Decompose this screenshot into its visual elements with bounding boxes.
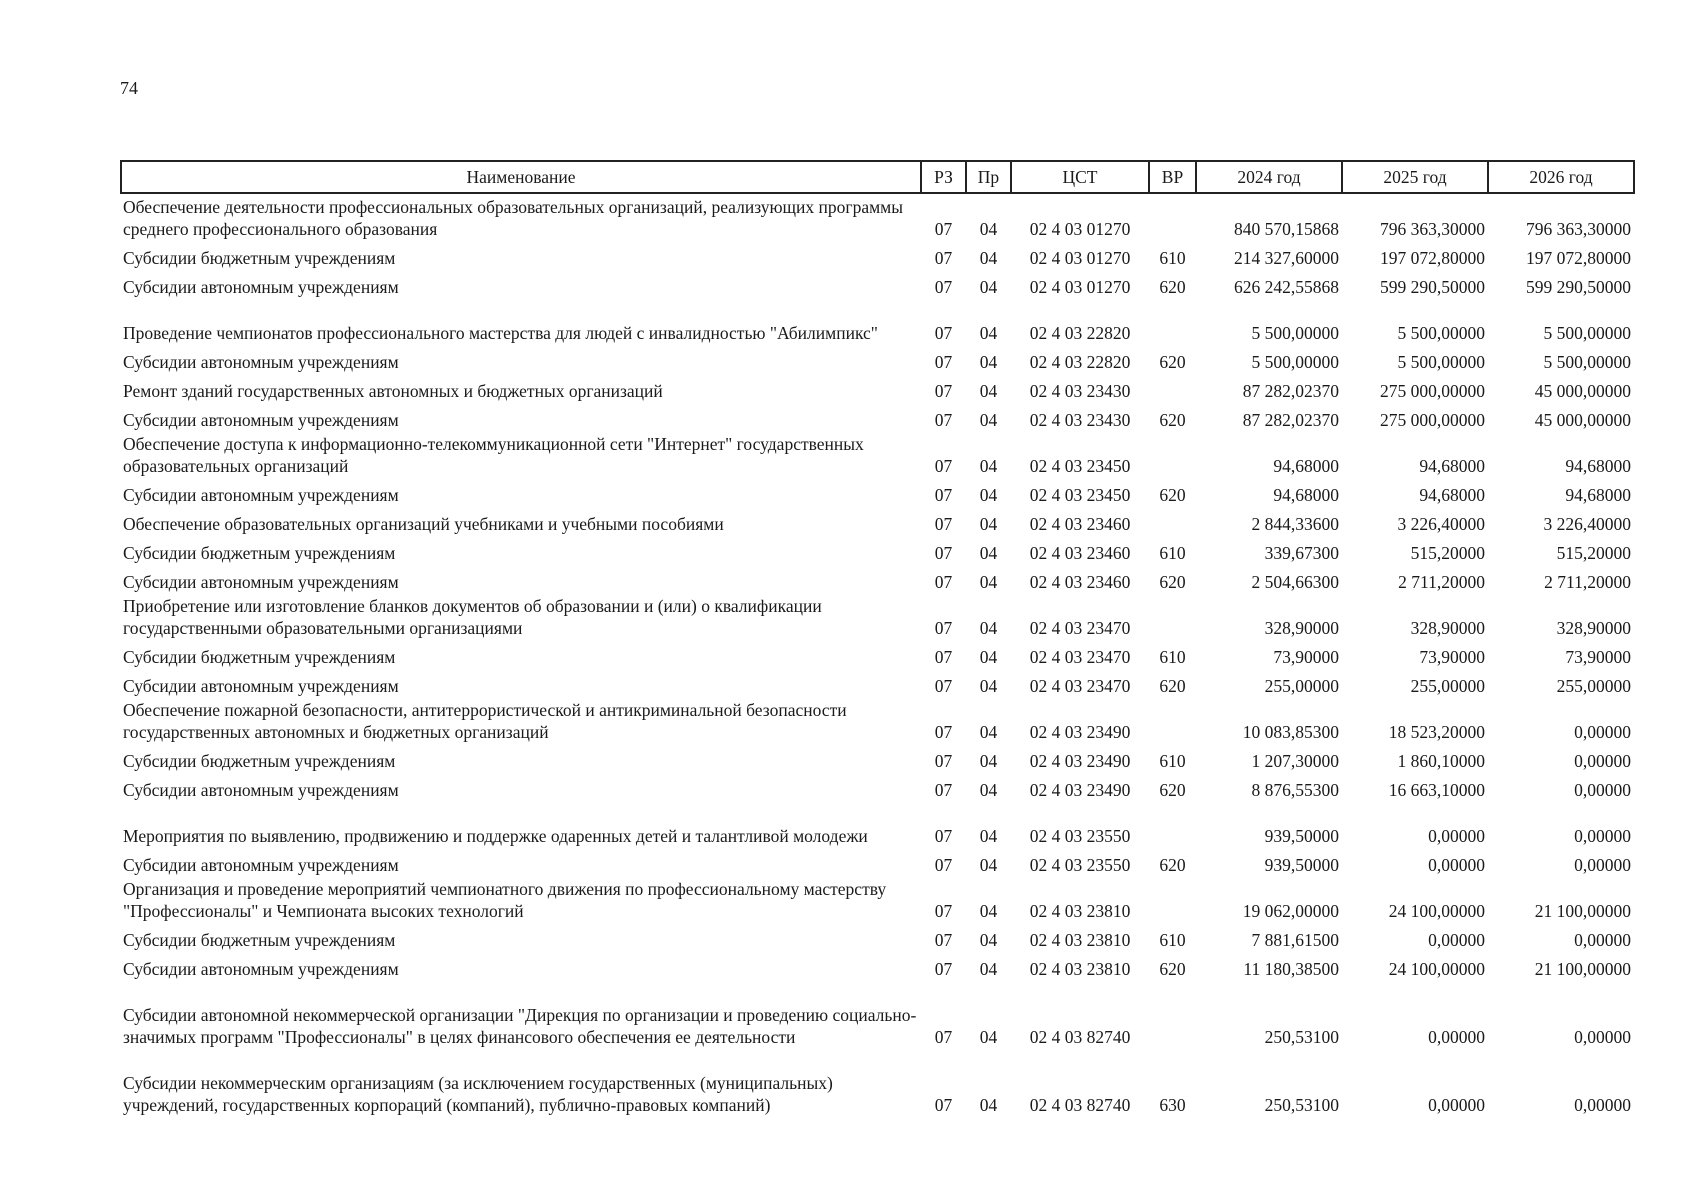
table-row <box>121 269 1634 298</box>
table-cell-2026: 0,00000 <box>1574 751 1631 771</box>
table-cell-rz: 07 <box>934 826 953 846</box>
table-cell-2026: 0,00000 <box>1574 1095 1631 1115</box>
table-cell-pr: 04 <box>979 751 998 771</box>
table-cell-2024: 214 327,60000 <box>1234 248 1339 268</box>
budget-table <box>120 160 1635 1116</box>
table-cell-rz: 07 <box>934 381 953 401</box>
table-cell-rz: 07 <box>934 352 953 372</box>
table-cell-2025: 73,90000 <box>1419 647 1485 667</box>
table-row <box>121 298 1634 344</box>
table-cell-pr: 04 <box>979 1095 998 1115</box>
table-cell-2024: 5 500,00000 <box>1251 352 1339 372</box>
table-cell-pr: 04 <box>979 722 998 742</box>
table-cell-pr: 04 <box>979 277 998 297</box>
table-row <box>121 951 1634 980</box>
table-cell-2024: 250,53100 <box>1264 1027 1339 1047</box>
table-cell-2026: 2 711,20000 <box>1544 572 1631 592</box>
table-cell-2025: 24 100,00000 <box>1388 959 1485 979</box>
table-cell-rz: 07 <box>934 901 953 921</box>
table-cell-rz: 07 <box>934 1027 953 1047</box>
table-cell-vr: 610 <box>1159 647 1186 667</box>
table-cell-2024: 94,68000 <box>1273 485 1339 505</box>
table-cell-2024: 11 180,38500 <box>1243 959 1339 979</box>
table-cell-name: Мероприятия по выявлению, продвижению и поддержке одаренных детей и талантливой молодежи <box>123 826 868 846</box>
table-cell-2026: 0,00000 <box>1574 722 1631 742</box>
table-cell-pr: 04 <box>979 543 998 563</box>
table-cell-2025: 197 072,80000 <box>1380 248 1485 268</box>
table-row <box>121 668 1634 697</box>
table-cell-2025: 5 500,00000 <box>1397 323 1485 343</box>
table-cell-2024: 7 881,61500 <box>1251 930 1339 950</box>
table-cell-2025: 94,68000 <box>1419 456 1485 476</box>
table-row <box>121 373 1634 402</box>
table-cell-rz: 07 <box>934 1095 953 1115</box>
table-cell-cst: 02 4 03 23430 <box>1029 381 1131 401</box>
table-cell-pr: 04 <box>979 248 998 268</box>
table-cell-rz: 07 <box>934 647 953 667</box>
table-cell-name: Субсидии автономным учреждениям <box>123 352 399 372</box>
table-cell-pr: 04 <box>979 901 998 921</box>
table-cell-2025: 255,00000 <box>1410 676 1485 696</box>
table-cell-pr: 04 <box>979 647 998 667</box>
table-cell-name: Субсидии бюджетным учреждениям <box>123 647 396 667</box>
table-cell-pr: 04 <box>979 930 998 950</box>
table-cell-2026: 21 100,00000 <box>1534 959 1631 979</box>
table-cell-name: Субсидии автономным учреждениям <box>123 959 399 979</box>
table-row <box>121 431 1634 477</box>
header-2026: 2026 год <box>1488 161 1634 193</box>
table-cell-2025: 16 663,10000 <box>1388 780 1485 800</box>
table-cell-pr: 04 <box>979 514 998 534</box>
table-cell-cst: 02 4 03 23810 <box>1029 930 1131 950</box>
table-cell-pr: 04 <box>979 959 998 979</box>
table-cell-rz: 07 <box>934 543 953 563</box>
table-cell-2024: 2 844,33600 <box>1251 514 1339 534</box>
table-cell-2025: 515,20000 <box>1410 543 1485 563</box>
table-cell-vr <box>1149 593 1196 639</box>
table-cell-rz: 07 <box>934 855 953 875</box>
table-cell-name: Субсидии бюджетным учреждениям <box>123 248 396 268</box>
table-cell-vr: 610 <box>1159 248 1186 268</box>
table-cell-2026: 255,00000 <box>1556 676 1631 696</box>
table-cell-vr <box>1149 373 1196 402</box>
table-row <box>121 847 1634 876</box>
table-cell-name: Субсидии автономным учреждениям <box>123 780 399 800</box>
table-cell-cst: 02 4 03 23490 <box>1029 780 1131 800</box>
table-cell-vr: 620 <box>1159 277 1186 297</box>
table-cell-2025: 0,00000 <box>1428 1095 1485 1115</box>
table-cell-2025: 5 500,00000 <box>1397 352 1485 372</box>
table-cell-cst: 02 4 03 23460 <box>1029 514 1131 534</box>
table-cell-2026: 73,90000 <box>1565 647 1631 667</box>
table-header-row <box>121 161 1634 193</box>
table-cell-name: Организация и проведение мероприятий чемпионатного движения по профессиональному мастерству "Профессионалы" и Чемпионата высоких технологий <box>123 879 887 921</box>
table-cell-2024: 626 242,55868 <box>1234 277 1339 297</box>
table-cell-vr <box>1149 298 1196 344</box>
table-cell-2024: 939,50000 <box>1264 855 1339 875</box>
table-cell-2024: 255,00000 <box>1264 676 1339 696</box>
table-cell-vr: 610 <box>1159 930 1186 950</box>
table-cell-cst: 02 4 03 23460 <box>1029 543 1131 563</box>
table-cell-2024: 10 083,85300 <box>1242 722 1339 742</box>
table-cell-2025: 0,00000 <box>1428 930 1485 950</box>
table-cell-vr: 610 <box>1159 543 1186 563</box>
table-cell-rz: 07 <box>934 618 953 638</box>
table-cell-name: Субсидии некоммерческим организациям (за исключением государственных (муниципальных) учреждений, государственных корпораций (компаний), публично-правовых компаний) <box>123 1073 833 1115</box>
table-cell-pr: 04 <box>979 618 998 638</box>
table-cell-vr <box>1149 876 1196 922</box>
table-row <box>121 593 1634 639</box>
table-cell-2026: 94,68000 <box>1565 456 1631 476</box>
table-cell-cst: 02 4 03 23450 <box>1029 485 1131 505</box>
table-cell-2025: 0,00000 <box>1428 826 1485 846</box>
table-cell-cst: 02 4 03 82740 <box>1029 1095 1131 1115</box>
table-row <box>121 240 1634 269</box>
table-cell-2026: 5 500,00000 <box>1543 323 1631 343</box>
table-cell-vr: 620 <box>1159 676 1186 696</box>
table-cell-pr: 04 <box>979 1027 998 1047</box>
table-cell-name: Субсидии автономной некоммерческой организации "Дирекция по организации и проведению социально-значимых программ "Профессионалы" в целях финансового обеспечения ее деятельности <box>123 1005 917 1047</box>
table-cell-pr: 04 <box>979 676 998 696</box>
table-cell-2026: 796 363,30000 <box>1526 219 1631 239</box>
table-cell-name: Обеспечение образовательных организаций учебниками и учебными пособиями <box>123 514 724 534</box>
table-cell-vr: 620 <box>1159 780 1186 800</box>
table-row <box>121 477 1634 506</box>
table-cell-rz: 07 <box>934 959 953 979</box>
table-cell-2024: 2 504,66300 <box>1251 572 1339 592</box>
table-row <box>121 639 1634 668</box>
table-cell-cst: 02 4 03 01270 <box>1029 248 1131 268</box>
table-cell-2024: 1 207,30000 <box>1251 751 1339 771</box>
table-cell-name: Обеспечение доступа к информационно-телекоммуникационной сети "Интернет" государственных образовательных организаций <box>123 434 864 476</box>
table-cell-2026: 0,00000 <box>1574 780 1631 800</box>
table-row <box>121 564 1634 593</box>
table-row <box>121 1048 1634 1116</box>
table-cell-2025: 796 363,30000 <box>1380 219 1485 239</box>
table-cell-2024: 5 500,00000 <box>1251 323 1339 343</box>
table-cell-vr: 630 <box>1159 1095 1186 1115</box>
table-cell-vr: 620 <box>1159 855 1186 875</box>
table-cell-2026: 0,00000 <box>1574 1027 1631 1047</box>
table-cell-vr <box>1149 506 1196 535</box>
table-cell-rz: 07 <box>934 722 953 742</box>
table-cell-name: Проведение чемпионатов профессионального мастерства для людей с инвалидностью "Абилимпикс" <box>123 323 878 343</box>
table-cell-vr: 620 <box>1159 485 1186 505</box>
table-cell-2025: 94,68000 <box>1419 485 1485 505</box>
table-cell-vr <box>1149 697 1196 743</box>
table-cell-pr: 04 <box>979 219 998 239</box>
table-cell-pr: 04 <box>979 780 998 800</box>
table-cell-pr: 04 <box>979 456 998 476</box>
table-row <box>121 801 1634 847</box>
table-cell-cst: 02 4 03 23430 <box>1029 410 1131 430</box>
table-cell-2024: 87 282,02370 <box>1242 410 1339 430</box>
table-cell-cst: 02 4 03 23550 <box>1029 855 1131 875</box>
table-cell-name: Субсидии автономным учреждениям <box>123 485 399 505</box>
table-cell-2025: 18 523,20000 <box>1388 722 1485 742</box>
table-cell-2025: 328,90000 <box>1410 618 1485 638</box>
table-cell-cst: 02 4 03 23470 <box>1029 618 1131 638</box>
table-cell-2024: 8 876,55300 <box>1251 780 1339 800</box>
table-cell-name: Обеспечение деятельности профессиональных образовательных организаций, реализующих программы среднего профессионального образования <box>123 197 903 239</box>
table-row <box>121 402 1634 431</box>
header-2024: 2024 год <box>1196 161 1342 193</box>
table-cell-2026: 515,20000 <box>1556 543 1631 563</box>
table-cell-2024: 840 570,15868 <box>1234 219 1339 239</box>
table-cell-name: Субсидии автономным учреждениям <box>123 277 399 297</box>
table-cell-rz: 07 <box>934 514 953 534</box>
table-cell-cst: 02 4 03 23550 <box>1029 826 1131 846</box>
table-cell-rz: 07 <box>934 751 953 771</box>
header-pr: Пр <box>966 161 1011 193</box>
table-cell-vr <box>1149 801 1196 847</box>
header-2025: 2025 год <box>1342 161 1488 193</box>
table-cell-cst: 02 4 03 01270 <box>1029 277 1131 297</box>
table-cell-pr: 04 <box>979 485 998 505</box>
table-cell-cst: 02 4 03 23810 <box>1029 901 1131 921</box>
table-cell-vr: 620 <box>1159 959 1186 979</box>
table-cell-name: Субсидии бюджетным учреждениям <box>123 930 396 950</box>
page-number: 74 <box>120 78 138 98</box>
table-cell-pr: 04 <box>979 855 998 875</box>
header-vr: ВР <box>1149 161 1196 193</box>
header-rz: РЗ <box>921 161 966 193</box>
header-cst: ЦСТ <box>1011 161 1149 193</box>
table-cell-vr: 620 <box>1159 352 1186 372</box>
table-cell-2024: 328,90000 <box>1264 618 1339 638</box>
table-cell-rz: 07 <box>934 676 953 696</box>
table-cell-name: Приобретение или изготовление бланков документов об образовании и (или) о квалификации государственными образовательными организациями <box>123 596 822 638</box>
table-row <box>121 980 1634 1048</box>
table-cell-pr: 04 <box>979 410 998 430</box>
table-row <box>121 344 1634 373</box>
table-cell-name: Ремонт зданий государственных автономных и бюджетных организаций <box>123 381 663 401</box>
table-cell-cst: 02 4 03 23450 <box>1029 456 1131 476</box>
table-cell-2026: 0,00000 <box>1574 930 1631 950</box>
table-cell-rz: 07 <box>934 485 953 505</box>
table-cell-2026: 3 226,40000 <box>1543 514 1631 534</box>
table-cell-2024: 73,90000 <box>1273 647 1339 667</box>
table-cell-pr: 04 <box>979 381 998 401</box>
table-cell-pr: 04 <box>979 572 998 592</box>
table-cell-2026: 45 000,00000 <box>1534 381 1631 401</box>
table-cell-vr <box>1149 193 1196 240</box>
table-cell-2025: 275 000,00000 <box>1380 410 1485 430</box>
table-row <box>121 506 1634 535</box>
table-row <box>121 876 1634 922</box>
table-cell-2025: 1 860,10000 <box>1397 751 1485 771</box>
table-cell-2025: 0,00000 <box>1428 1027 1485 1047</box>
table-row <box>121 743 1634 772</box>
table-cell-2025: 599 290,50000 <box>1380 277 1485 297</box>
table-cell-rz: 07 <box>934 410 953 430</box>
table-cell-2026: 197 072,80000 <box>1526 248 1631 268</box>
table-cell-2025: 2 711,20000 <box>1398 572 1485 592</box>
table-cell-pr: 04 <box>979 352 998 372</box>
table-cell-vr <box>1149 980 1196 1048</box>
table-row <box>121 535 1634 564</box>
table-cell-cst: 02 4 03 23490 <box>1029 722 1131 742</box>
table-cell-name: Субсидии автономным учреждениям <box>123 572 399 592</box>
table-cell-pr: 04 <box>979 826 998 846</box>
table-cell-2026: 45 000,00000 <box>1534 410 1631 430</box>
table-cell-rz: 07 <box>934 219 953 239</box>
table-cell-cst: 02 4 03 22820 <box>1029 352 1131 372</box>
table-cell-rz: 07 <box>934 323 953 343</box>
table-cell-pr: 04 <box>979 323 998 343</box>
table-cell-2024: 19 062,00000 <box>1242 901 1339 921</box>
table-cell-cst: 02 4 03 23810 <box>1029 959 1131 979</box>
table-cell-name: Субсидии бюджетным учреждениям <box>123 751 396 771</box>
table-cell-2024: 94,68000 <box>1273 456 1339 476</box>
table-cell-rz: 07 <box>934 780 953 800</box>
table-cell-rz: 07 <box>934 248 953 268</box>
table-cell-2025: 3 226,40000 <box>1397 514 1485 534</box>
table-cell-cst: 02 4 03 82740 <box>1029 1027 1131 1047</box>
table-cell-rz: 07 <box>934 277 953 297</box>
table-cell-name: Субсидии автономным учреждениям <box>123 855 399 875</box>
table-cell-2026: 5 500,00000 <box>1543 352 1631 372</box>
table-cell-2026: 21 100,00000 <box>1534 901 1631 921</box>
table-cell-cst: 02 4 03 23470 <box>1029 676 1131 696</box>
table-cell-vr <box>1149 431 1196 477</box>
table-cell-cst: 02 4 03 01270 <box>1029 219 1131 239</box>
table-cell-name: Субсидии автономным учреждениям <box>123 410 399 430</box>
table-cell-2026: 0,00000 <box>1574 826 1631 846</box>
table-cell-2024: 939,50000 <box>1264 826 1339 846</box>
table-cell-rz: 07 <box>934 930 953 950</box>
table-cell-2026: 328,90000 <box>1556 618 1631 638</box>
table-cell-cst: 02 4 03 23460 <box>1029 572 1131 592</box>
table-cell-vr: 620 <box>1159 572 1186 592</box>
table-cell-cst: 02 4 03 23490 <box>1029 751 1131 771</box>
table-cell-vr: 620 <box>1159 410 1186 430</box>
table-cell-2026: 0,00000 <box>1574 855 1631 875</box>
table-cell-2026: 94,68000 <box>1565 485 1631 505</box>
table-row <box>121 697 1634 743</box>
table-cell-2025: 24 100,00000 <box>1388 901 1485 921</box>
table-cell-cst: 02 4 03 23470 <box>1029 647 1131 667</box>
table-cell-rz: 07 <box>934 456 953 476</box>
table-cell-cst: 02 4 03 22820 <box>1029 323 1131 343</box>
table-cell-2024: 250,53100 <box>1264 1095 1339 1115</box>
table-row <box>121 922 1634 951</box>
table-cell-rz: 07 <box>934 572 953 592</box>
table-row <box>121 772 1634 801</box>
table-cell-name: Обеспечение пожарной безопасности, антитеррористической и антикриминальной безопасности государственных автономных и бюджетных организаций <box>123 700 847 742</box>
header-name: Наименование <box>121 161 921 193</box>
table-cell-2024: 87 282,02370 <box>1242 381 1339 401</box>
table-cell-name: Субсидии бюджетным учреждениям <box>123 543 396 563</box>
table-row <box>121 193 1634 240</box>
table-cell-vr: 610 <box>1159 751 1186 771</box>
table-cell-2024: 339,67300 <box>1264 543 1339 563</box>
table-cell-name: Субсидии автономным учреждениям <box>123 676 399 696</box>
table-cell-2025: 0,00000 <box>1428 855 1485 875</box>
table-cell-2025: 275 000,00000 <box>1380 381 1485 401</box>
table-cell-2026: 599 290,50000 <box>1526 277 1631 297</box>
